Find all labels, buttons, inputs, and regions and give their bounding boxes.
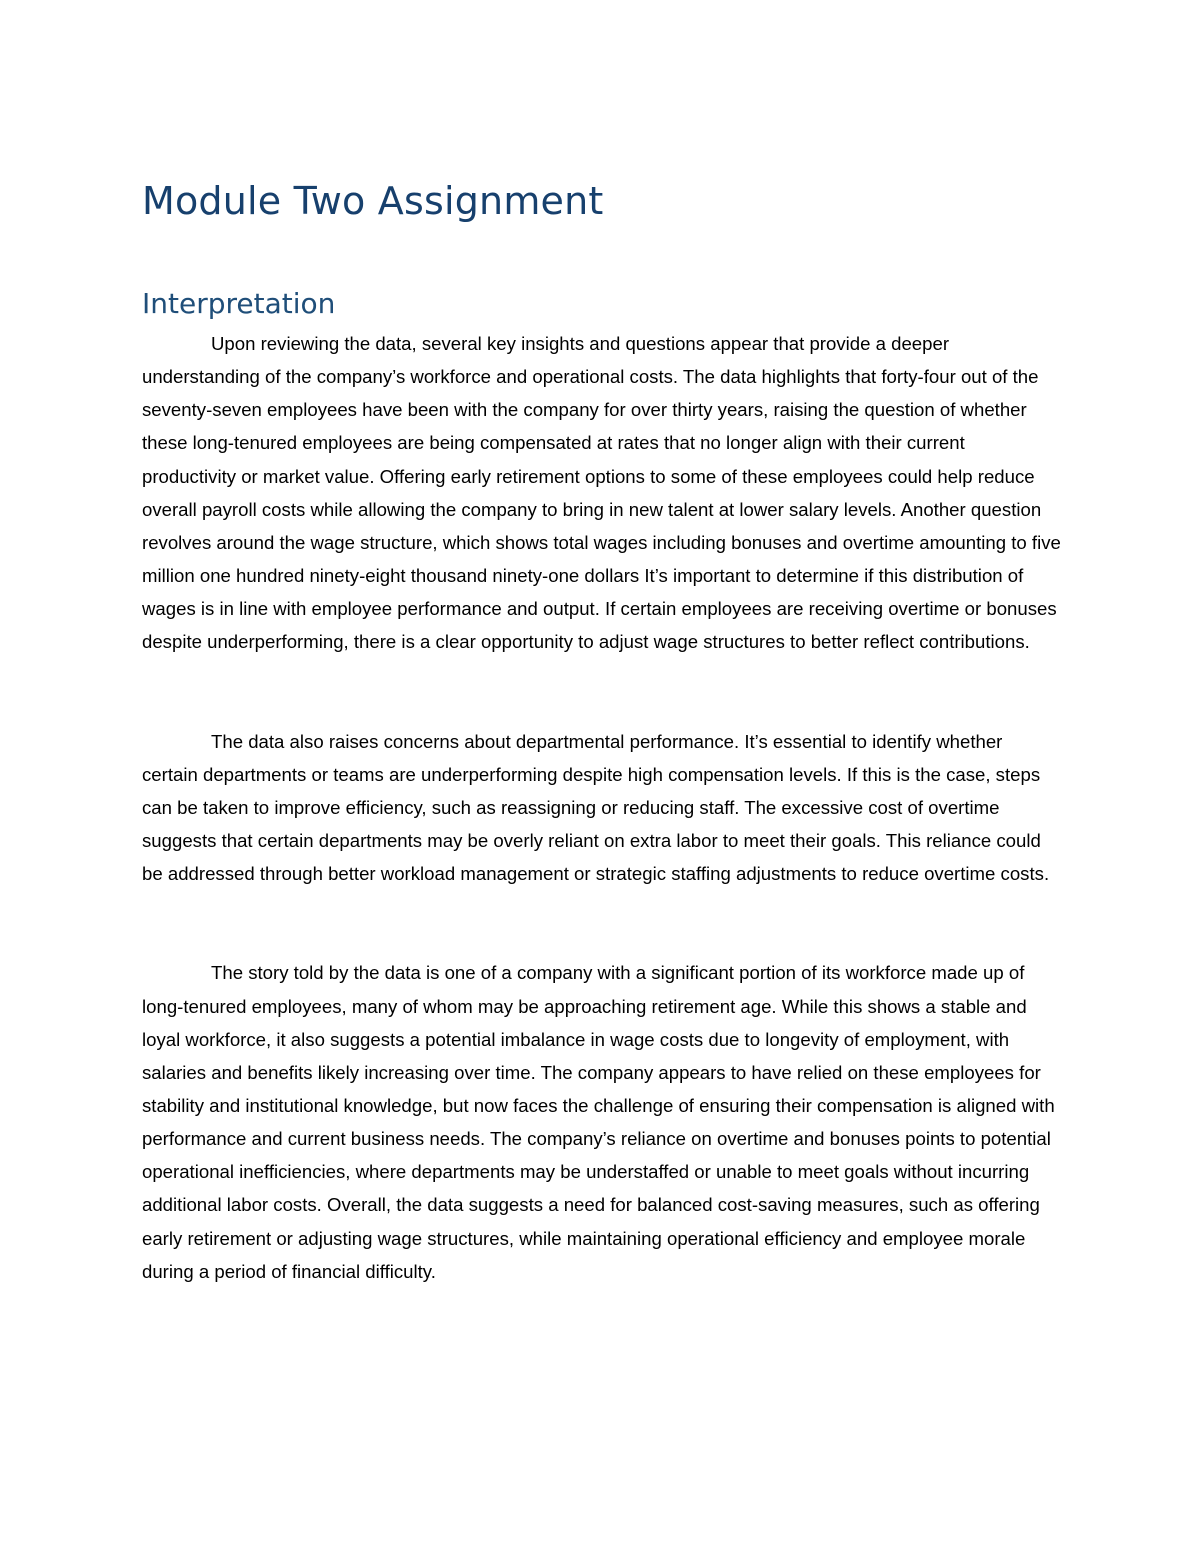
paragraph-2: The data also raises concerns about departmental performance. It’s essential to identify whether certain departments or teams are underperforming despite high compensation levels. If this is the case, steps can be taken to improve efficiency, such as reassigning or reducing staff. The excessive cost of overtime suggests that certain departments may be overly reliant on extra labor to meet their goals. This reliance could be addressed through better workload management or strategic staffing adjustments to reduce overtime costs. — [142, 730, 1050, 885]
document-title: Module Two Assignment — [142, 179, 604, 223]
paragraph-1: Upon reviewing the data, several key insights and questions appear that provide a deeper understanding of the company’s workforce and operational costs. The data highlights that forty-four out of the seventy-seven employees have been with the company for over thirty years, raising the question of whether these long-tenured employees are being compensated at rates that no longer align with their current productivity or market value. Offering early retirement options to some of these employees could help reduce overall payroll costs while allowing the company to bring in new talent at lower salary levels. Another question revolves around the wage structure, which shows total wages including bonuses and overtime amounting to five million one hundred ninety-eight thousand ninety-one dollars It’s important to determine if this distribution of wages is in line with employee performance and output. If certain employees are receiving overtime or bonuses despite underperforming, there is a clear opportunity to adjust wage structures to better reflect contributions. — [142, 333, 1061, 653]
section-heading-interpretation: Interpretation — [142, 287, 336, 320]
paragraph-3: The story told by the data is one of a company with a significant portion of its workforce made up of long-tenured employees, many of whom may be approaching retirement age. While this shows a stable and loyal workforce, it also suggests a potential imbalance in wage costs due to longevity of employment, with salaries and benefits likely increasing over time. The company appears to have relied on these employees for stability and institutional knowledge, but now faces the challenge of ensuring their compensation is aligned with performance and current business needs. The company’s reliance on overtime and bonuses points to potential operational inefficiencies, where departments may be understaffed or unable to meet goals without incurring additional labor costs. Overall, the data suggests a need for balanced cost-saving measures, such as offering early retirement or adjusting wage structures, while maintaining operational efficiency and employee morale during a period of financial difficulty. — [142, 962, 1055, 1282]
document-body — [142, 176, 1062, 1288]
